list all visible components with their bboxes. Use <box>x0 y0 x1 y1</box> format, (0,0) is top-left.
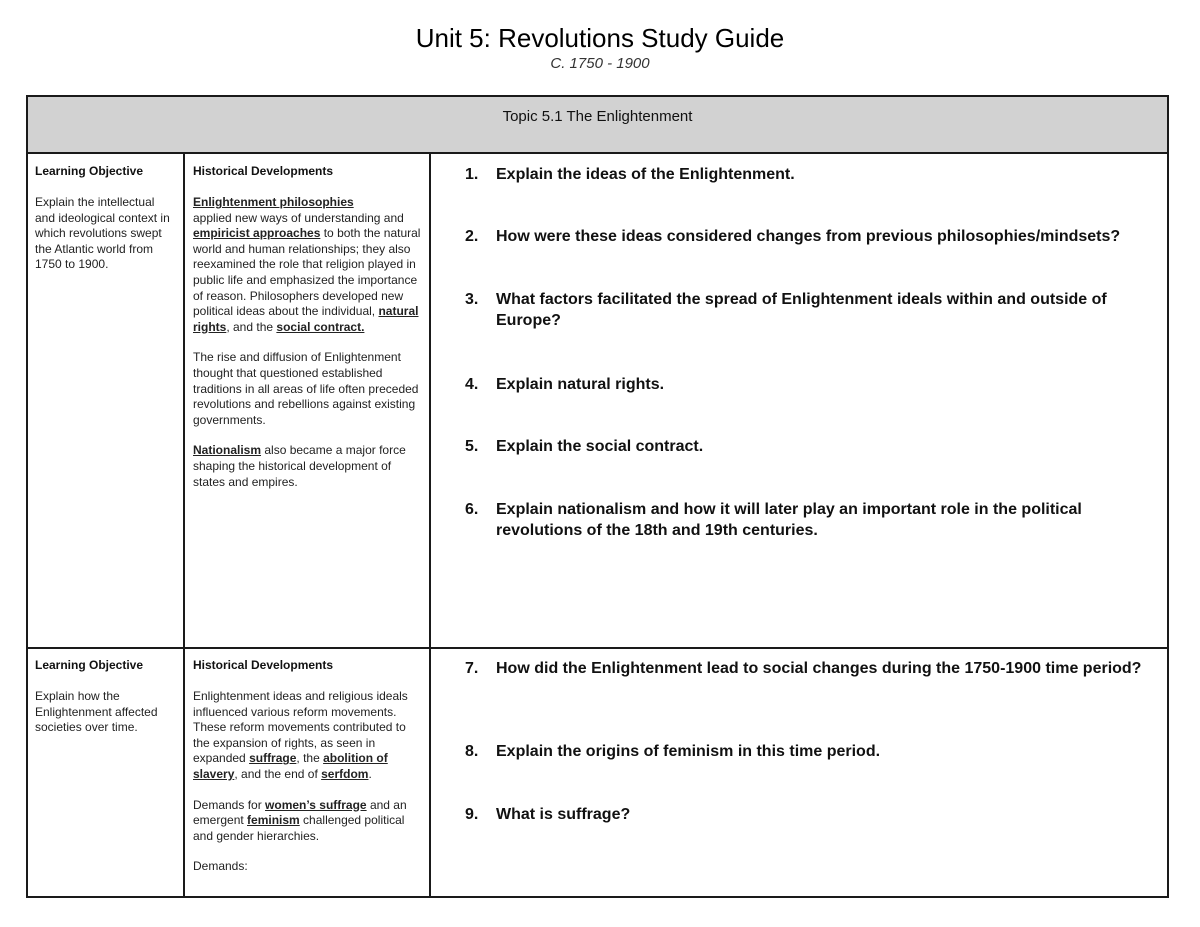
question-item: 3. What factors facilitated the spread of Enlightenment ideals within and outside of Europe? <box>465 291 1107 329</box>
learning-objective-cell <box>28 154 185 647</box>
key-term: natural rights <box>193 304 419 334</box>
learning-objective-text: Explain how the Enlightenment affected societies over time. <box>35 689 158 735</box>
key-term: social contract. <box>276 319 365 334</box>
historical-developments-cell <box>185 154 431 647</box>
learning-objective-heading: Learning Objective <box>35 658 144 672</box>
historical-developments-heading: Historical Developments <box>193 164 334 178</box>
question-item: 2. How were these ideas considered changes from previous philosophies/mindsets? <box>465 228 1121 245</box>
question-item: 6. Explain nationalism and how it will later play an important role in the political revolutions of the 18th and 19th centuries. <box>465 501 1082 539</box>
question-item: 5. Explain the social contract. <box>465 438 704 455</box>
development-paragraph: Enlightenment philosophies applied new ways of understanding and empiricist approaches to both the natural world and human relationships; they also reexamined the role that religion played in public life and emphasized the importance of reason. Philosophers developed new political ideas about the individual, natural rights, and the social contract. <box>193 195 421 334</box>
question-item: 9. What is suffrage? <box>465 806 631 823</box>
question-item: 7. How did the Enlightenment lead to social changes during the 1750-1900 time period? <box>465 660 1142 677</box>
historical-developments-cell <box>185 648 431 898</box>
questions-cell <box>431 648 1167 898</box>
key-term: feminism <box>247 813 300 828</box>
key-term: suffrage <box>249 751 297 766</box>
page-title: Unit 5: Revolutions Study Guide <box>415 23 785 53</box>
key-term: Enlightenment philosophies <box>193 195 354 209</box>
study-guide-table <box>26 95 1169 898</box>
learning-objective-cell <box>28 648 185 898</box>
learning-objective-heading: Learning Objective <box>35 164 144 178</box>
development-paragraph: Enlightenment ideas and religious ideals influenced various reform movements. These reform movements contributed to the expansion of rights, as seen in expanded suffrage, the abolition of slavery, and the end of serfdom. <box>193 689 408 781</box>
table-row-2 <box>28 648 1167 898</box>
key-term: abolition of slavery <box>193 751 388 781</box>
learning-objective-text: Explain the intellectual and ideological context in which revolutions swept the Atlantic world from 1750 to 1900. <box>35 195 170 272</box>
question-list <box>441 164 1159 541</box>
demands-label: Demands: <box>193 859 248 874</box>
key-term: serfdom <box>321 766 369 781</box>
question-item: 1. Explain the ideas of the Enlightenment. <box>465 166 795 183</box>
question-list <box>441 658 1159 825</box>
key-term: Nationalism <box>193 443 262 458</box>
development-paragraph: Nationalism also became a major force shaping the historical development of states and empires. <box>193 443 406 489</box>
topic-header: Topic 5.1 The Enlightenment <box>28 97 1167 154</box>
key-term: empiricist approaches <box>193 226 321 241</box>
page-subtitle: C. 1750 - 1900 <box>550 55 650 72</box>
question-item: 8. Explain the origins of feminism in this time period. <box>465 743 881 760</box>
key-term: women’s suffrage <box>265 797 367 812</box>
historical-developments-heading: Historical Developments <box>193 658 334 672</box>
table-row-1 <box>28 154 1167 649</box>
questions-cell <box>431 154 1167 647</box>
question-item: 4. Explain natural rights. <box>465 376 665 393</box>
development-paragraph: The rise and diffusion of Enlightenment thought that questioned established traditions in all areas of life often preceded revolutions and rebellions against existing governments. <box>193 350 419 427</box>
development-paragraph: Demands for women’s suffrage and an emergent feminism challenged political and gender hierarchies. <box>193 797 407 843</box>
